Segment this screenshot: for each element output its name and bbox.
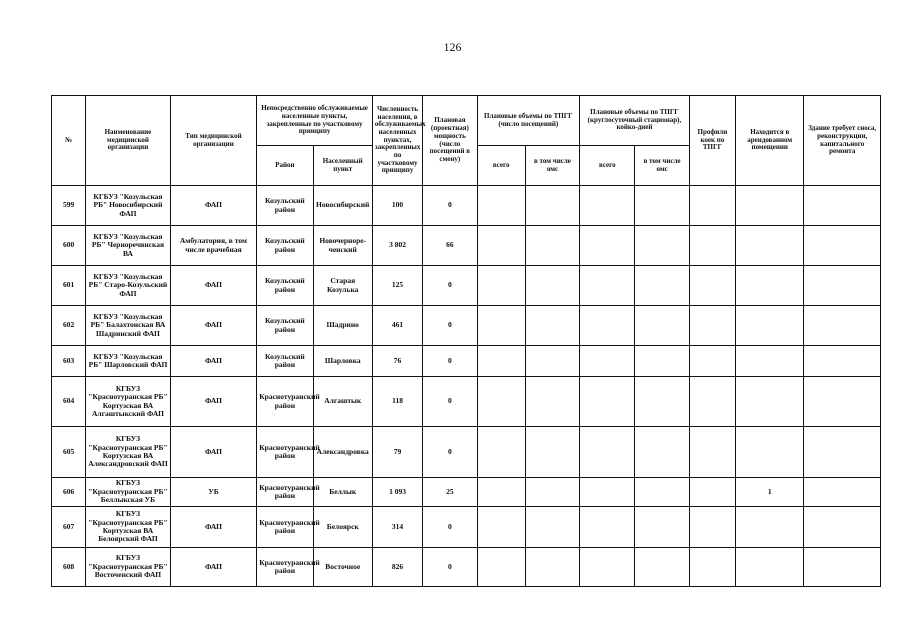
cell-capacity: 0 bbox=[423, 306, 477, 346]
cell-capacity: 0 bbox=[423, 186, 477, 226]
cell-empty bbox=[635, 346, 689, 377]
cell-type: УБ bbox=[170, 478, 257, 507]
cell-rented bbox=[736, 346, 804, 377]
cell-rented bbox=[736, 427, 804, 478]
cell-population: 3 802 bbox=[372, 226, 422, 266]
cell-district: Козульский район bbox=[257, 266, 313, 306]
cell-population: 1 093 bbox=[372, 478, 422, 507]
table-row bbox=[52, 507, 881, 548]
cell-population: 79 bbox=[372, 427, 422, 478]
header-type: Тип медицинской организации bbox=[170, 96, 257, 186]
cell-empty bbox=[477, 548, 525, 587]
cell-empty bbox=[525, 377, 579, 427]
cell-type: ФАП bbox=[170, 427, 257, 478]
cell-empty bbox=[477, 306, 525, 346]
cell-empty bbox=[477, 377, 525, 427]
cell-settlement: Алгаштык bbox=[313, 377, 372, 427]
cell-empty bbox=[525, 266, 579, 306]
header-beds-total: всего bbox=[580, 146, 635, 186]
cell-empty bbox=[635, 478, 689, 507]
cell-org: КГБУЗ "Краснотуранская РБ" Восточенский ФАП bbox=[86, 548, 171, 587]
cell-empty bbox=[635, 306, 689, 346]
cell-capacity: 0 bbox=[423, 507, 477, 548]
cell-population: 826 bbox=[372, 548, 422, 587]
cell-org: КГБУЗ "Краснотуранская РБ" Кортузская ВА Алгаштыкский ФАП bbox=[86, 377, 171, 427]
table-row bbox=[52, 306, 881, 346]
cell-org: КГБУЗ "Козульская РБ" Шарловский ФАП bbox=[86, 346, 171, 377]
table-row bbox=[52, 266, 881, 306]
cell-empty bbox=[804, 226, 881, 266]
cell-type: ФАП bbox=[170, 377, 257, 427]
cell-capacity: 0 bbox=[423, 266, 477, 306]
header-tpgg-visits-group: Плановые объемы по ТПГГ (число посещений) bbox=[477, 96, 580, 146]
cell-rented bbox=[736, 548, 804, 587]
cell-org: КГБУЗ "Краснотуранская РБ" Беллыкская УБ bbox=[86, 478, 171, 507]
cell-empty bbox=[477, 266, 525, 306]
cell-empty bbox=[689, 226, 735, 266]
cell-rented bbox=[736, 226, 804, 266]
cell-population: 76 bbox=[372, 346, 422, 377]
table-row bbox=[52, 478, 881, 507]
cell-empty bbox=[580, 266, 635, 306]
cell-empty bbox=[525, 306, 579, 346]
data-table bbox=[51, 95, 881, 587]
header-capacity: Плановая (проектная) мощность (число посещений в смену) bbox=[423, 96, 477, 186]
header-settlements-group: Непосредственно обслуживаемые населенные пункты, закрепленные по участковому принципу bbox=[257, 96, 373, 146]
header-tpgg-beds-group: Плановые объемы по ТПГГ (круглосуточный стационар), койко-дней bbox=[580, 96, 690, 146]
cell-empty bbox=[689, 548, 735, 587]
cell-empty bbox=[635, 377, 689, 427]
cell-type: ФАП bbox=[170, 346, 257, 377]
table-row bbox=[52, 377, 881, 427]
cell-empty bbox=[580, 548, 635, 587]
cell-empty bbox=[689, 186, 735, 226]
cell-district: Козульский район bbox=[257, 306, 313, 346]
cell-num: 600 bbox=[52, 226, 86, 266]
cell-capacity: 25 bbox=[423, 478, 477, 507]
cell-num: 608 bbox=[52, 548, 86, 587]
cell-empty bbox=[689, 377, 735, 427]
cell-population: 100 bbox=[372, 186, 422, 226]
cell-empty bbox=[477, 507, 525, 548]
cell-district: Краснотуранский район bbox=[257, 377, 313, 427]
cell-org: КГБУЗ "Краснотуранская РБ" Кортузская ВА Белоярский ФАП bbox=[86, 507, 171, 548]
cell-empty bbox=[689, 346, 735, 377]
cell-empty bbox=[525, 548, 579, 587]
cell-district: Краснотуранский район bbox=[257, 507, 313, 548]
cell-rented bbox=[736, 377, 804, 427]
cell-district: Козульский район bbox=[257, 346, 313, 377]
cell-empty bbox=[477, 427, 525, 478]
cell-empty bbox=[580, 507, 635, 548]
cell-empty bbox=[525, 346, 579, 377]
cell-population: 461 bbox=[372, 306, 422, 346]
cell-num: 603 bbox=[52, 346, 86, 377]
cell-type: ФАП bbox=[170, 548, 257, 587]
header-population: Численность населения, в обслуживаемых населенных пунктах, закрепленных по участковому принципу bbox=[372, 96, 422, 186]
cell-empty bbox=[635, 507, 689, 548]
cell-empty bbox=[580, 226, 635, 266]
cell-type: ФАП bbox=[170, 266, 257, 306]
cell-empty bbox=[804, 548, 881, 587]
cell-org: КГБУЗ "Козульская РБ" Старо-Козульский ФАП bbox=[86, 266, 171, 306]
cell-capacity: 0 bbox=[423, 377, 477, 427]
cell-district: Краснотуранский район bbox=[257, 478, 313, 507]
cell-empty bbox=[804, 186, 881, 226]
cell-empty bbox=[804, 478, 881, 507]
cell-district: Краснотуранский район bbox=[257, 548, 313, 587]
cell-empty bbox=[580, 478, 635, 507]
cell-num: 602 bbox=[52, 306, 86, 346]
cell-num: 601 bbox=[52, 266, 86, 306]
cell-type: ФАП bbox=[170, 186, 257, 226]
cell-empty bbox=[580, 427, 635, 478]
cell-district: Козульский район bbox=[257, 186, 313, 226]
cell-empty bbox=[635, 226, 689, 266]
header-settlement: Населенный пункт bbox=[313, 146, 372, 186]
header-visits-total: всего bbox=[477, 146, 525, 186]
cell-empty bbox=[635, 548, 689, 587]
cell-empty bbox=[689, 507, 735, 548]
cell-num: 606 bbox=[52, 478, 86, 507]
cell-rented bbox=[736, 306, 804, 346]
cell-settlement: Новочернореченский bbox=[313, 226, 372, 266]
cell-empty bbox=[580, 377, 635, 427]
cell-capacity: 0 bbox=[423, 427, 477, 478]
cell-empty bbox=[804, 377, 881, 427]
cell-settlement: Беллык bbox=[313, 478, 372, 507]
cell-num: 605 bbox=[52, 427, 86, 478]
cell-empty bbox=[804, 427, 881, 478]
cell-empty bbox=[525, 478, 579, 507]
cell-district: Козульский район bbox=[257, 226, 313, 266]
cell-org: КГБУЗ "Козульская РБ" Балахтонская ВА Шадринский ФАП bbox=[86, 306, 171, 346]
cell-population: 314 bbox=[372, 507, 422, 548]
cell-settlement: Белоярск bbox=[313, 507, 372, 548]
cell-empty bbox=[689, 266, 735, 306]
page-number: 126 bbox=[443, 40, 462, 54]
cell-empty bbox=[580, 186, 635, 226]
cell-capacity: 0 bbox=[423, 346, 477, 377]
cell-district: Краснотуранский район bbox=[257, 427, 313, 478]
header-repair: Здание требует сноса, реконструкции, капитального ремонта bbox=[804, 96, 881, 186]
cell-settlement: Александровка bbox=[313, 427, 372, 478]
cell-empty bbox=[804, 346, 881, 377]
cell-empty bbox=[477, 346, 525, 377]
cell-empty bbox=[635, 186, 689, 226]
cell-empty bbox=[689, 478, 735, 507]
cell-capacity: 66 bbox=[423, 226, 477, 266]
cell-empty bbox=[525, 427, 579, 478]
table-row bbox=[52, 226, 881, 266]
header-visits-oms: в том числе омс bbox=[525, 146, 579, 186]
table-row bbox=[52, 427, 881, 478]
cell-empty bbox=[477, 226, 525, 266]
header-org: Наименование медицинской организации bbox=[86, 96, 171, 186]
cell-num: 607 bbox=[52, 507, 86, 548]
cell-rented bbox=[736, 266, 804, 306]
header-bed-profile: Профили коек по ТПГГ bbox=[689, 96, 735, 186]
cell-empty bbox=[580, 346, 635, 377]
cell-empty bbox=[689, 427, 735, 478]
cell-org: КГБУЗ "Козульская РБ" Черноречинская ВА bbox=[86, 226, 171, 266]
cell-empty bbox=[804, 306, 881, 346]
cell-empty bbox=[635, 266, 689, 306]
cell-rented bbox=[736, 507, 804, 548]
header-rented: Находится в арендованном помещении bbox=[736, 96, 804, 186]
cell-org: КГБУЗ "Козульская РБ" Новосибирский ФАП bbox=[86, 186, 171, 226]
cell-num: 604 bbox=[52, 377, 86, 427]
cell-empty bbox=[689, 306, 735, 346]
cell-rented: 1 bbox=[736, 478, 804, 507]
cell-settlement: Шадрино bbox=[313, 306, 372, 346]
cell-capacity: 0 bbox=[423, 548, 477, 587]
cell-settlement: Шарловка bbox=[313, 346, 372, 377]
cell-settlement: Восточное bbox=[313, 548, 372, 587]
cell-type: ФАП bbox=[170, 306, 257, 346]
cell-empty bbox=[580, 306, 635, 346]
cell-type: ФАП bbox=[170, 507, 257, 548]
header-num: № bbox=[52, 96, 86, 186]
cell-type: Амбулатория, в том числе врачебная bbox=[170, 226, 257, 266]
table-row bbox=[52, 346, 881, 377]
cell-empty bbox=[477, 478, 525, 507]
cell-empty bbox=[477, 186, 525, 226]
cell-population: 118 bbox=[372, 377, 422, 427]
table-row bbox=[52, 548, 881, 587]
cell-rented bbox=[736, 186, 804, 226]
cell-empty bbox=[525, 507, 579, 548]
cell-empty bbox=[804, 266, 881, 306]
cell-org: КГБУЗ "Краснотуранская РБ" Кортузская ВА Александровский ФАП bbox=[86, 427, 171, 478]
header-district: Район bbox=[257, 146, 313, 186]
cell-empty bbox=[635, 427, 689, 478]
table-row bbox=[52, 186, 881, 226]
cell-settlement: Новосибирский bbox=[313, 186, 372, 226]
cell-empty bbox=[525, 186, 579, 226]
cell-empty bbox=[804, 507, 881, 548]
cell-population: 125 bbox=[372, 266, 422, 306]
header-beds-oms: в том числе омс bbox=[635, 146, 689, 186]
cell-empty bbox=[525, 226, 579, 266]
cell-settlement: Старая Козулька bbox=[313, 266, 372, 306]
cell-num: 599 bbox=[52, 186, 86, 226]
